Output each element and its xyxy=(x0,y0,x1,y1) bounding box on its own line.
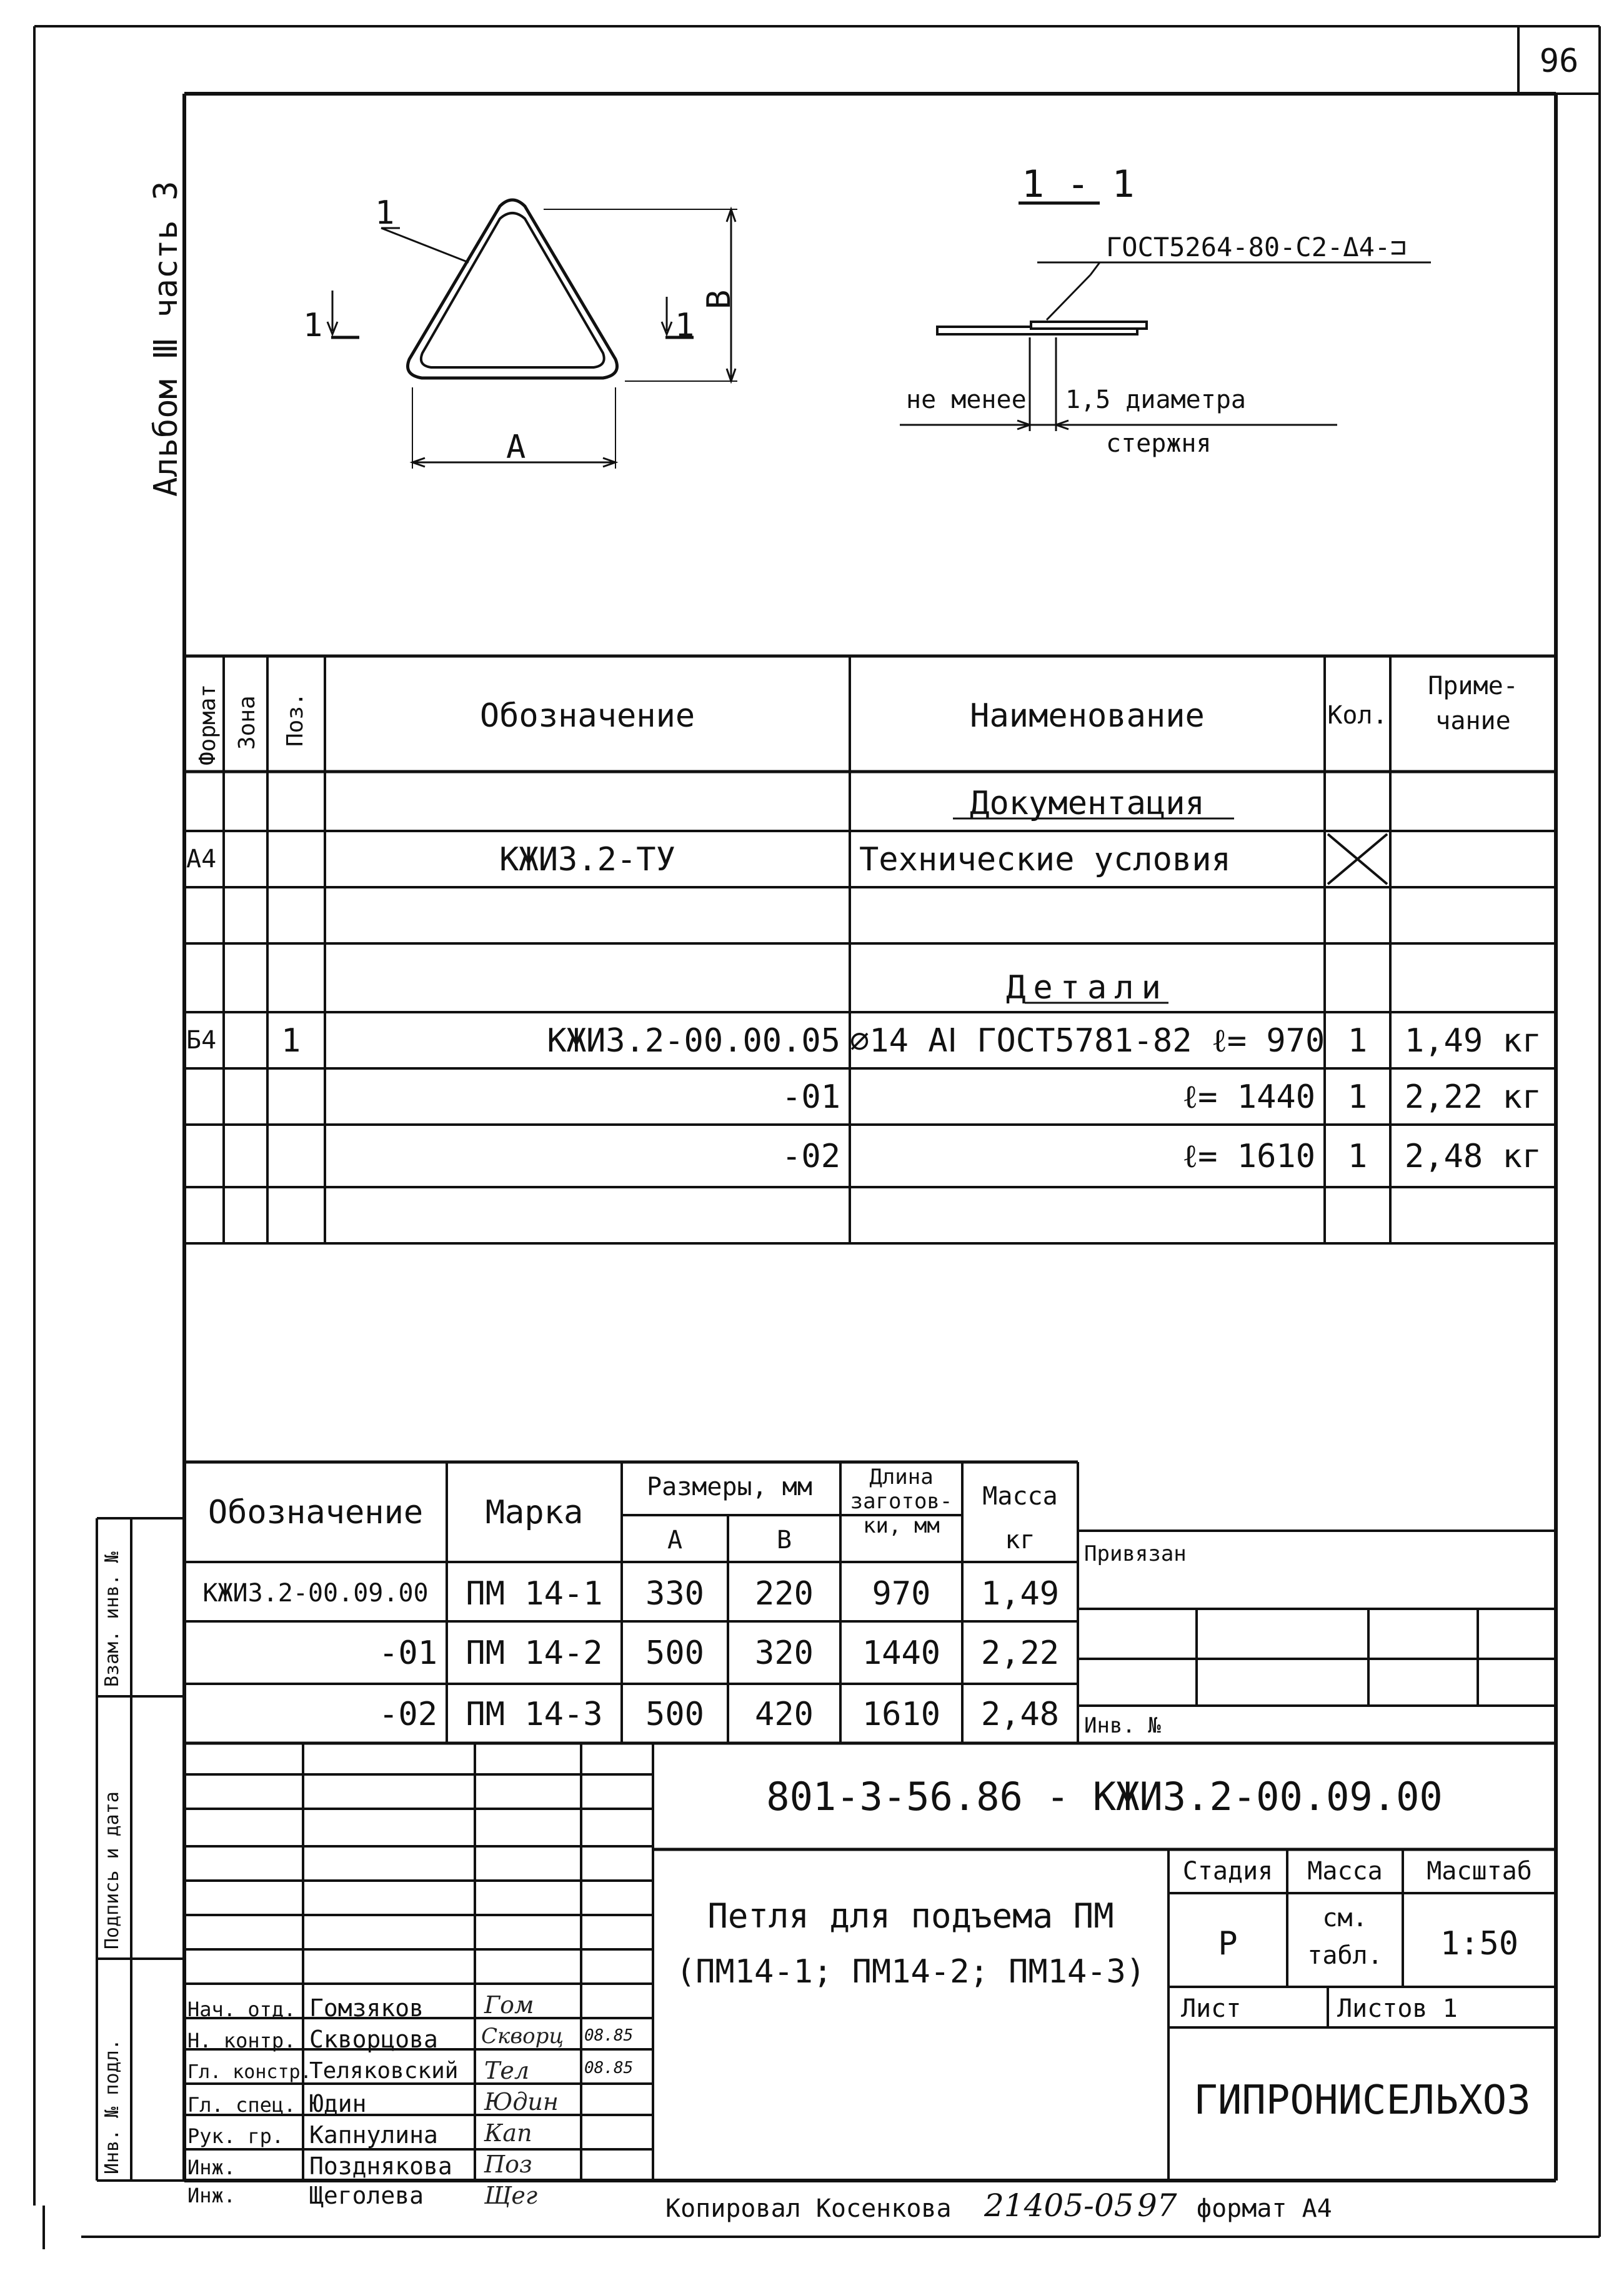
album-label: Альбом Ⅲ часть 3 xyxy=(147,181,185,497)
staff-signature: Юдин xyxy=(484,2088,559,2116)
spec-row-4-note: 2,48 кг xyxy=(1404,1138,1542,1175)
note-min: не менее xyxy=(906,385,1027,414)
note-diameter: 1,5 диаметра xyxy=(1065,385,1246,414)
side-stamp-inv-sub: Взам. инв. № xyxy=(101,1551,123,1687)
staff-signature: Щег xyxy=(484,2182,538,2209)
staff-name: Теляковский xyxy=(309,2058,459,2084)
marks-row-3-mark: ПМ 14-3 xyxy=(466,1696,603,1733)
spec-row-4-designation: -02 xyxy=(782,1138,840,1175)
staff-signature: Поз xyxy=(484,2151,532,2178)
staff-role: Нач. отд. xyxy=(187,1997,296,2021)
staff-date: 08.85 xyxy=(584,2059,634,2077)
marks-row-2-mass: 2,22 xyxy=(980,1634,1060,1672)
footer-format: формат А4 xyxy=(1197,2194,1332,2223)
staff-signature: Кап xyxy=(484,2119,532,2147)
marks-header-mark: Марка xyxy=(485,1494,584,1531)
staff-role: Инж. xyxy=(187,2184,236,2207)
section-details: Детали xyxy=(1006,969,1168,1007)
staff-name: Капнулина xyxy=(309,2121,438,2149)
spec-row-2-name: ⌀14 АⅠ ГОСТ5781-82 ℓ= 970 xyxy=(850,1022,1325,1060)
page-number: 96 xyxy=(1539,42,1579,80)
marks-header-sizes: Размеры, мм xyxy=(647,1473,812,1501)
header-designation: Обозначение xyxy=(479,697,695,735)
staff-role: Инж. xyxy=(187,2156,236,2179)
dimension-b-label: В xyxy=(700,289,738,309)
spec-row-1-format: А4 xyxy=(186,845,217,873)
footer-number: 21405-05 xyxy=(984,2187,1134,2224)
header-qty: Кол. xyxy=(1327,701,1388,730)
note-rod: стержня xyxy=(1106,429,1212,458)
spec-row-2-designation: КЖИ3.2-00.00.05 xyxy=(547,1022,840,1060)
staff-signature: Гом xyxy=(484,1991,534,2019)
side-stamp-sign-date: Подпись и дата xyxy=(101,1791,123,1949)
marks-row-1-length: 970 xyxy=(872,1575,931,1613)
spec-row-3-name: ℓ= 1440 xyxy=(1182,1078,1315,1116)
footer-copied: Копировал Косенкова xyxy=(665,2194,952,2223)
marks-header-designation: Обозначение xyxy=(207,1494,424,1531)
sheet-label: Лист xyxy=(1181,1994,1242,2023)
marks-row-1-mass: 1,49 xyxy=(980,1575,1060,1613)
staff-date: 08.85 xyxy=(584,2026,634,2045)
staff-name: Щеголева xyxy=(309,2182,424,2209)
spec-row-4-qty: 1 xyxy=(1347,1138,1368,1175)
document-code: 801-3-56.86 - КЖИ3.2-00.09.00 xyxy=(766,1774,1443,1819)
staff-signature: Скворц xyxy=(481,2024,564,2049)
section-title: 1 - 1 xyxy=(1022,162,1135,206)
spec-row-2-qty: 1 xyxy=(1347,1022,1368,1060)
staff-name: Гомзяков xyxy=(309,1994,424,2022)
scale-value: 1:50 xyxy=(1440,1925,1519,1962)
marks-row-1-a: 330 xyxy=(645,1575,704,1613)
marks-row-3-length: 1610 xyxy=(862,1696,941,1733)
spec-row-1-name: Технические условия xyxy=(859,841,1231,878)
staff-role: Рук. гр. xyxy=(187,2124,284,2148)
spec-row-2-format: Б4 xyxy=(186,1026,217,1055)
header-note: Приме- чание xyxy=(1428,672,1518,735)
footer-page: 97 xyxy=(1137,2187,1177,2224)
spec-row-1-designation: КЖИ3.2-ТУ xyxy=(499,841,675,878)
marks-row-3-a: 500 xyxy=(645,1696,704,1733)
marks-row-2-b: 320 xyxy=(755,1634,814,1672)
staff-signature: Тел xyxy=(484,2057,530,2084)
marks-row-3-b: 420 xyxy=(755,1696,814,1733)
section-mark-right: 1 xyxy=(675,307,695,344)
staff-role: Гл. констр. xyxy=(187,2061,312,2083)
header-pos: Поз. xyxy=(282,692,308,747)
marks-row-3-mass: 2,48 xyxy=(980,1696,1060,1733)
spec-row-3-designation: -01 xyxy=(782,1078,840,1116)
dimension-a-label: А xyxy=(506,429,526,466)
mass-value-line-1: см. xyxy=(1322,1904,1368,1932)
title-line-1: Петля для подъема ПМ xyxy=(707,1896,1114,1936)
header-format: Формат xyxy=(195,684,221,765)
header-zone: Зона xyxy=(234,695,260,750)
header-name: Наименование xyxy=(970,697,1205,735)
staff-role: Гл. спец. xyxy=(187,2093,296,2117)
marks-header-mass-unit: кг xyxy=(1005,1526,1035,1554)
marks-header-mass: Масса xyxy=(982,1482,1058,1511)
weld-label: ГОСТ5264-80-С2-Δ4-⊐ xyxy=(1106,232,1407,262)
mass-value-line-2: табл. xyxy=(1307,1941,1383,1970)
side-stamp-inv-orig: Инв. № подл. xyxy=(101,2039,123,2174)
title-line-2: (ПМ14-1; ПМ14-2; ПМ14-3) xyxy=(675,1953,1146,1991)
section-documentation: Документация xyxy=(970,785,1205,822)
marks-header-a: А xyxy=(667,1526,683,1554)
marks-header-length: Длина заготов-ки, мм xyxy=(850,1465,953,1539)
spec-row-4-name: ℓ= 1610 xyxy=(1182,1138,1315,1175)
position-label: 1 xyxy=(375,194,395,232)
staff-name: Позднякова xyxy=(309,2152,452,2180)
marks-row-2-designation: -01 xyxy=(379,1634,437,1672)
spec-row-2-pos: 1 xyxy=(281,1022,301,1060)
marks-row-1-mark: ПМ 14-1 xyxy=(466,1575,603,1613)
stage-label: Стадия xyxy=(1182,1857,1273,1886)
staff-role: Н. контр. xyxy=(187,2029,296,2052)
section-mark-left: 1 xyxy=(303,307,323,344)
inv-no-label: Инв. № xyxy=(1084,1713,1161,1738)
marks-row-1-designation: КЖИ3.2-00.09.00 xyxy=(202,1579,429,1608)
spec-row-3-note: 2,22 кг xyxy=(1404,1078,1542,1116)
stage-value: Р xyxy=(1218,1925,1238,1962)
organization: ГИПРОНИСЕЛЬХОЗ xyxy=(1193,2077,1531,2124)
sheets-label: Листов 1 xyxy=(1337,1994,1458,2023)
spec-row-2-note: 1,49 кг xyxy=(1404,1022,1542,1060)
spec-row-3-qty: 1 xyxy=(1347,1078,1368,1116)
marks-row-3-designation: -02 xyxy=(379,1696,437,1733)
mass-label: Масса xyxy=(1307,1857,1383,1886)
marks-header-b: В xyxy=(776,1526,792,1554)
marks-row-1-b: 220 xyxy=(755,1575,814,1613)
marks-row-2-length: 1440 xyxy=(862,1634,941,1672)
staff-name: Скворцова xyxy=(309,2026,438,2053)
scale-label: Масштаб xyxy=(1427,1857,1532,1886)
staff-name: Юдин xyxy=(309,2090,367,2117)
marks-row-2-a: 500 xyxy=(645,1634,704,1672)
marks-row-2-mark: ПМ 14-2 xyxy=(466,1634,603,1672)
attached-label: Привязан xyxy=(1084,1541,1187,1566)
